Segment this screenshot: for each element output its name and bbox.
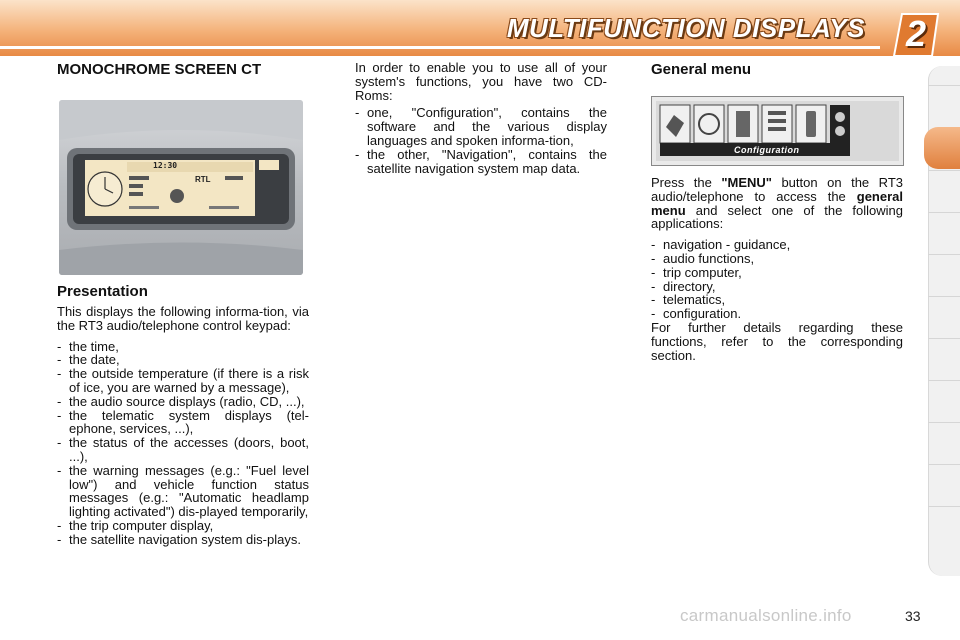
chapter-badge [892, 10, 940, 58]
dashboard-illustration [59, 100, 303, 275]
chapter-number: 2 [905, 13, 927, 54]
general-menu-screen [651, 96, 904, 166]
display-source: RTL [195, 175, 211, 184]
list-item: - the time, [57, 340, 309, 354]
further-details-note: For further details regarding these functions, refer to the corresponding section. [651, 319, 903, 363]
list-item: - the date, [57, 353, 309, 367]
list-item: - the outside temperature (if there is a risk of ice, you are warned by a message), [57, 367, 309, 395]
list-item: - configuration. [651, 307, 903, 321]
chapter-tab-active[interactable] [924, 127, 960, 169]
list-item: - directory, [651, 280, 903, 294]
presentation-intro: This displays the following informa-tion, via the RT3 audio/telephone control keypad: [57, 304, 309, 333]
page-title: MULTIFUNCTION DISPLAYS [506, 13, 865, 43]
chapter-tab[interactable] [928, 296, 960, 339]
list-item: - the trip computer display, [57, 519, 309, 533]
menu-instructions [651, 176, 903, 231]
list-item: - telematics, [651, 293, 903, 307]
presentation-list [57, 340, 309, 547]
general-menu-heading: General menu [651, 61, 752, 78]
cd-rom-intro: In order to enable you to use all of your system's functions, you have two CD-Roms: [355, 60, 607, 103]
cd-rom-list [355, 106, 607, 175]
menu-button-label: "MENU" [721, 175, 772, 190]
list-item: - navigation - guidance, [651, 238, 903, 252]
chapter-tab[interactable] [928, 506, 960, 549]
display-time: 12:30 [153, 161, 178, 170]
chapter-tab[interactable] [928, 338, 960, 381]
watermark: carmanualsonline.info [680, 606, 852, 625]
menu-caption: Configuration [734, 145, 800, 155]
left-column-heading-block [57, 60, 309, 80]
chapter-tab[interactable] [928, 464, 960, 507]
chapter-tab[interactable] [928, 170, 960, 213]
chapter-tab[interactable] [928, 85, 960, 128]
list-item: - trip computer, [651, 266, 903, 280]
list-item: - the other, "Navigation", contains the satellite navigation system map data. [355, 148, 607, 176]
list-item: - the audio source displays (radio, CD, ...), [57, 395, 309, 409]
list-item: - one, "Configuration", contains the software and the various display languages and spoken informa-tion, [355, 106, 607, 147]
presentation-heading: Presentation [57, 283, 148, 300]
list-item: - the warning messages (e.g.: "Fuel level low") and vehicle function status messages (e.g.: "Automatic headlamp lighting activated") dis-played temporarily, [57, 464, 309, 519]
monochrome-screen-heading: MONOCHROME SCREEN CT [57, 61, 262, 78]
menu-instructions-part3: and select one of the following applications: [651, 202, 903, 232]
list-item: - the telematic system displays (tel-ephone, services, ...), [57, 409, 309, 437]
dashboard-photo [59, 100, 303, 275]
chapter-tab[interactable] [928, 380, 960, 423]
cd-rom-section [355, 61, 607, 175]
list-item: - audio functions, [651, 252, 903, 266]
page-number: 33 [905, 608, 921, 624]
list-item: - the satellite navigation system dis-plays. [57, 533, 309, 547]
general-menu-section [651, 60, 903, 80]
chapter-tab[interactable] [928, 422, 960, 465]
chapter-tab[interactable] [928, 254, 960, 297]
chapter-tab[interactable] [928, 212, 960, 255]
menu-instructions-part1: Press the [651, 175, 722, 190]
list-item: - the status of the accesses (doors, boot, ...), [57, 436, 309, 464]
menu-instructions-part2: button on the RT3 audio/telephone to access the [651, 175, 903, 204]
header-rule [0, 46, 880, 49]
presentation-section [57, 282, 309, 547]
applications-list [651, 238, 903, 321]
general-menu-text [651, 176, 903, 362]
general-menu-term: general menu [651, 188, 903, 218]
